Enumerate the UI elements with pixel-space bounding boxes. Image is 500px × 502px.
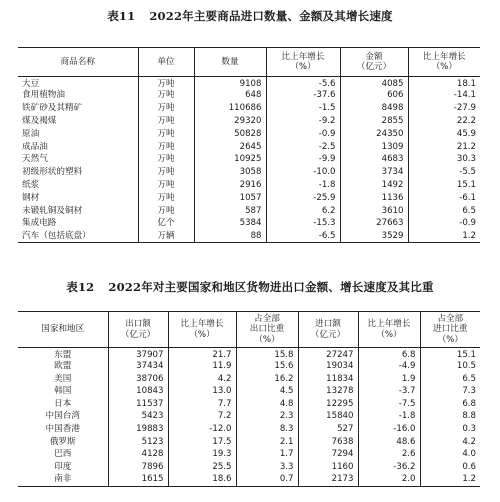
table-cell: 万辆 (138, 230, 194, 243)
table-cell: 30.3 (408, 153, 480, 166)
table-cell: 0.6 (420, 461, 480, 474)
table-row (18, 102, 480, 115)
row-label: 钢材 (22, 192, 40, 203)
table-cell: -37.6 (266, 89, 340, 102)
table-cell: 10843 (108, 385, 168, 398)
table12-header-cell: 进口额 （亿元） (298, 312, 358, 348)
table-cell: 606 (340, 89, 408, 102)
table-cell: -0.9 (408, 217, 480, 230)
table-cell: -5.5 (408, 166, 480, 179)
table-cell: -16.0 (358, 423, 420, 436)
table-cell: 2.6 (358, 448, 420, 461)
table-cell: 1136 (340, 192, 408, 205)
table-cell: 3.3 (236, 461, 298, 474)
table-row (18, 373, 480, 386)
table11-title (0, 8, 500, 24)
table-cell: 37434 (108, 360, 168, 373)
row-label: 成品油 (22, 141, 48, 152)
row-label: 俄罗斯 (49, 436, 76, 447)
table-cell: 万吨 (138, 166, 194, 179)
table12-caption: 2022年对主要国家和地区货物进出口金额、增长速度及其比重 (108, 280, 434, 294)
table-row (18, 436, 480, 449)
table11-header-cell: 金额 （亿元） (340, 48, 408, 77)
table-cell: 2173 (298, 473, 358, 486)
table12-header-cell: 出口额 （亿元） (108, 312, 168, 348)
table-cell: -9.2 (266, 115, 340, 128)
table-cell: 7896 (108, 461, 168, 474)
table-cell: 19.3 (168, 448, 236, 461)
table-row (18, 348, 480, 361)
row-label: 纸浆 (22, 179, 40, 190)
table-cell: 3529 (340, 230, 408, 243)
table-cell: 527 (298, 423, 358, 436)
table12-header-cell: 国家和地区 (18, 312, 108, 348)
table-row (18, 192, 480, 205)
table-row (18, 461, 480, 474)
table-row (18, 77, 480, 90)
table-cell: -1.8 (358, 410, 420, 423)
table-row (18, 473, 480, 486)
table-cell: 万吨 (138, 128, 194, 141)
table-cell: 648 (194, 89, 266, 102)
table-cell: 25.5 (168, 461, 236, 474)
table-cell: 8498 (340, 102, 408, 115)
table-cell: 4.5 (236, 385, 298, 398)
table-cell: 15.8 (236, 348, 298, 361)
table-cell: 19883 (108, 423, 168, 436)
table-row (18, 115, 480, 128)
row-label: 食用植物油 (22, 90, 65, 101)
table-cell: 万吨 (138, 140, 194, 153)
table-cell: 45.9 (408, 128, 480, 141)
table-cell: 3058 (194, 166, 266, 179)
table-cell: -9.9 (266, 153, 340, 166)
table-cell: -12.0 (168, 423, 236, 436)
table-cell: 4085 (340, 77, 408, 90)
table-cell: 5123 (108, 436, 168, 449)
table-cell: 1057 (194, 192, 266, 205)
row-label: 中国香港 (45, 424, 80, 435)
table-cell: 27247 (298, 348, 358, 361)
table-row (18, 89, 480, 102)
table-cell: 1.7 (236, 448, 298, 461)
table-cell: 15.1 (408, 179, 480, 192)
table-cell: -14.1 (408, 89, 480, 102)
table-cell: 5384 (194, 217, 266, 230)
table-cell: 4.8 (236, 398, 298, 411)
table-cell: 6.5 (408, 204, 480, 217)
table-cell: 7.3 (420, 385, 480, 398)
row-label: 日本 (54, 398, 72, 409)
table-cell: 4.2 (168, 373, 236, 386)
table-cell: -7.5 (358, 398, 420, 411)
table11-number: 表11 (107, 9, 136, 23)
table-cell: 万吨 (138, 89, 194, 102)
table-cell: -2.5 (266, 140, 340, 153)
table-cell: 5423 (108, 410, 168, 423)
table-row (18, 230, 480, 243)
table11 (18, 47, 480, 243)
row-label: 南非 (54, 474, 72, 485)
row-label: 美国 (54, 373, 72, 384)
row-label: 原油 (22, 128, 40, 139)
table-cell: 17.5 (168, 436, 236, 449)
row-label: 天然气 (22, 154, 48, 165)
table-cell: 24350 (340, 128, 408, 141)
table-cell: -10.0 (266, 166, 340, 179)
table11-header-row (18, 48, 480, 77)
table-cell: 10925 (194, 153, 266, 166)
table-cell: 11.9 (168, 360, 236, 373)
table-cell: -3.7 (358, 385, 420, 398)
table-cell: 15840 (298, 410, 358, 423)
table-cell: 1160 (298, 461, 358, 474)
table-cell: 1.2 (408, 230, 480, 243)
row-label: 韩国 (54, 386, 72, 397)
table-cell: 22.2 (408, 115, 480, 128)
table-cell: 3610 (340, 204, 408, 217)
table-cell: 0.7 (236, 473, 298, 486)
table-cell: 7294 (298, 448, 358, 461)
table-cell: 万吨 (138, 204, 194, 217)
table-row (18, 128, 480, 141)
table-cell: 29320 (194, 115, 266, 128)
table-cell: 2.1 (236, 436, 298, 449)
table-cell: 4.0 (420, 448, 480, 461)
table-cell: -1.5 (266, 102, 340, 115)
table-cell: 4683 (340, 153, 408, 166)
table-cell: 6.8 (358, 348, 420, 361)
table-cell: 110686 (194, 102, 266, 115)
row-label: 煤及褐煤 (22, 115, 57, 126)
table-cell: 7.2 (168, 410, 236, 423)
table-cell: -27.9 (408, 102, 480, 115)
table-cell: -25.9 (266, 192, 340, 205)
table-row (18, 153, 480, 166)
table-cell: 9108 (194, 77, 266, 90)
table11-header-cell: 比上年增长 （%） (408, 48, 480, 77)
table11-header-cell: 比上年增长 （%） (266, 48, 340, 77)
table-cell: 88 (194, 230, 266, 243)
table-cell: 万吨 (138, 192, 194, 205)
table-cell: 11537 (108, 398, 168, 411)
table-cell: 15.1 (420, 348, 480, 361)
table-row (18, 423, 480, 436)
table12-header-cell: 比上年增长 （%） (358, 312, 420, 348)
table11-caption: 2022年主要商品进口数量、金额及其增长速度 (149, 9, 393, 23)
table-cell: -36.2 (358, 461, 420, 474)
table11-header-cell: 单位 (138, 48, 194, 77)
table-cell: -4.9 (358, 360, 420, 373)
table-cell: 8.3 (236, 423, 298, 436)
table-cell: 2916 (194, 179, 266, 192)
table-cell: 27663 (340, 217, 408, 230)
row-label: 集成电路 (22, 218, 57, 229)
table-cell: 1309 (340, 140, 408, 153)
table-cell: 18.1 (408, 77, 480, 90)
row-label: 巴西 (54, 449, 72, 460)
table-cell: 万吨 (138, 179, 194, 192)
table-cell: -6.1 (408, 192, 480, 205)
table11-header-cell: 商品名称 (18, 48, 138, 77)
table12-body (18, 348, 480, 487)
table-row (18, 179, 480, 192)
row-label: 欧盟 (54, 361, 72, 372)
row-label: 印度 (54, 461, 72, 472)
table-cell: 2.3 (236, 410, 298, 423)
table-cell: 0.3 (420, 423, 480, 436)
table-cell: 48.6 (358, 436, 420, 449)
table-cell: 2.0 (358, 473, 420, 486)
table-cell: 万吨 (138, 102, 194, 115)
row-label: 大豆 (22, 78, 40, 89)
table-cell: 万吨 (138, 115, 194, 128)
table-cell: 2645 (194, 140, 266, 153)
table-cell: 8.8 (420, 410, 480, 423)
table-cell: 万吨 (138, 77, 194, 90)
table-row (18, 398, 480, 411)
table-cell: 12295 (298, 398, 358, 411)
table-cell: 13.0 (168, 385, 236, 398)
table-cell: 18.6 (168, 473, 236, 486)
table-row (18, 217, 480, 230)
table-cell: 2855 (340, 115, 408, 128)
table-cell: 37907 (108, 348, 168, 361)
table-cell: -1.8 (266, 179, 340, 192)
table-cell: 13278 (298, 385, 358, 398)
table-cell: 4128 (108, 448, 168, 461)
table-cell: 587 (194, 204, 266, 217)
table12-number: 表12 (66, 280, 95, 294)
table-cell: 15.6 (236, 360, 298, 373)
row-label: 汽车（包括底盘） (22, 230, 91, 241)
table-cell: 11834 (298, 373, 358, 386)
table-cell: 1492 (340, 179, 408, 192)
table-cell: 6.8 (420, 398, 480, 411)
table-cell: 10.5 (420, 360, 480, 373)
row-label: 中国台湾 (45, 411, 80, 422)
table-cell: -15.3 (266, 217, 340, 230)
table-cell: 7.7 (168, 398, 236, 411)
table-cell: 21.2 (408, 140, 480, 153)
table-row (18, 166, 480, 179)
table-row (18, 410, 480, 423)
table11-header-cell: 数量 (194, 48, 266, 77)
table-cell: -5.6 (266, 77, 340, 90)
row-label: 铁矿砂及其精矿 (22, 103, 83, 114)
table12-header-cell: 占全部 出口比重 （%） (236, 312, 298, 348)
table-cell: 19034 (298, 360, 358, 373)
table-cell: 21.7 (168, 348, 236, 361)
table12-header-cell: 比上年增长 （%） (168, 312, 236, 348)
table12-header-row (18, 312, 480, 348)
table-cell: 1.9 (358, 373, 420, 386)
table-cell: 4.2 (420, 436, 480, 449)
table-cell: 6.5 (420, 373, 480, 386)
table-row (18, 385, 480, 398)
table-cell: 1615 (108, 473, 168, 486)
table-row (18, 448, 480, 461)
table12 (18, 311, 480, 487)
table12-title (0, 279, 500, 295)
table-cell: 16.2 (236, 373, 298, 386)
table-cell: 50828 (194, 128, 266, 141)
table12-header-cell: 占全部 进口比重 （%） (420, 312, 480, 348)
table-cell: 6.2 (266, 204, 340, 217)
table-cell: 7638 (298, 436, 358, 449)
row-label: 初级形状的塑料 (22, 167, 83, 178)
table11-body (18, 77, 480, 243)
table-row (18, 140, 480, 153)
table-cell: -0.9 (266, 128, 340, 141)
table-cell: -6.5 (266, 230, 340, 243)
table-cell: 38706 (108, 373, 168, 386)
table-cell: 亿个 (138, 217, 194, 230)
row-label: 未锻轧铜及铜材 (22, 205, 83, 216)
table-cell: 1.2 (420, 473, 480, 486)
table-row (18, 204, 480, 217)
table-cell: 3734 (340, 166, 408, 179)
row-label: 东盟 (54, 349, 72, 360)
table-row (18, 360, 480, 373)
table-cell: 万吨 (138, 153, 194, 166)
